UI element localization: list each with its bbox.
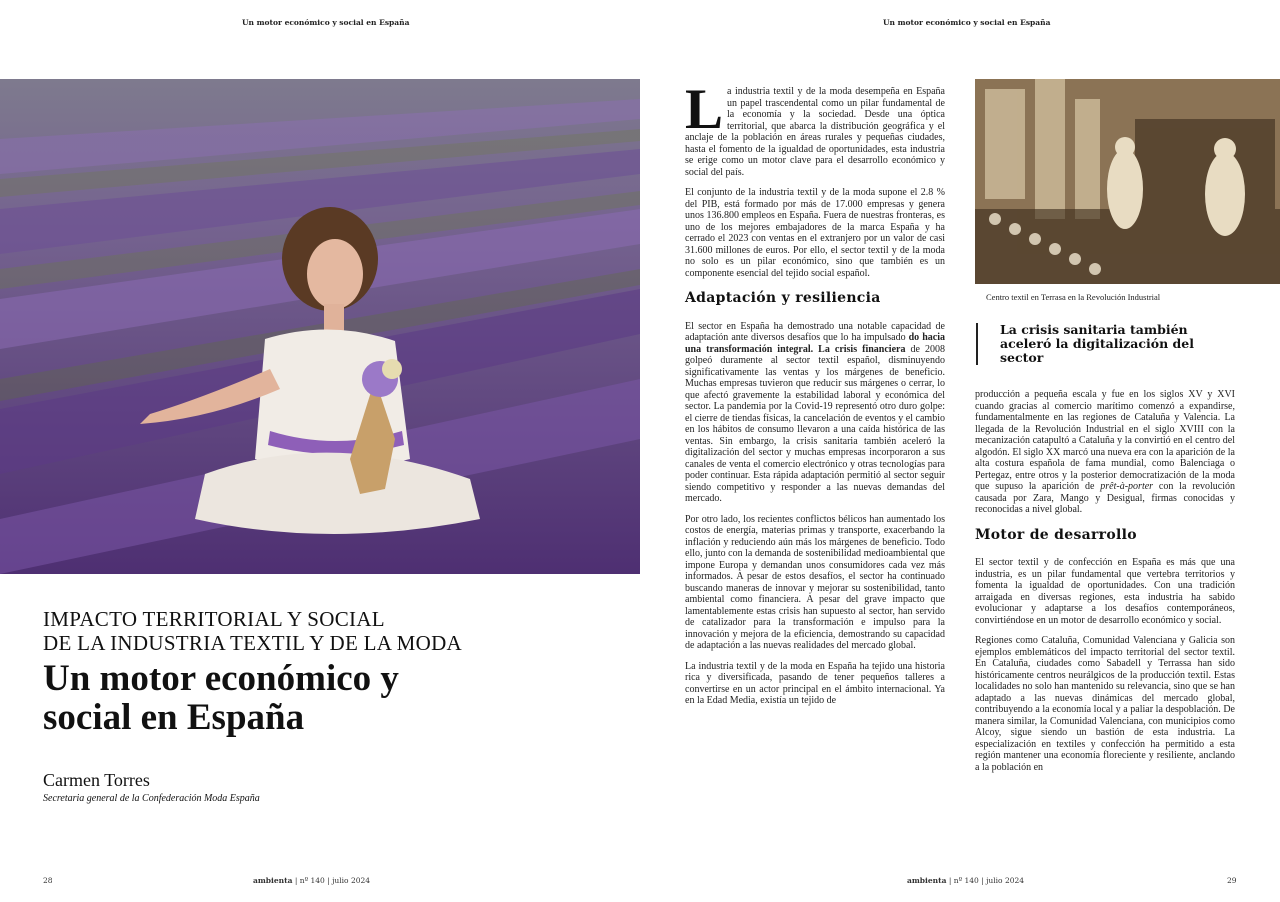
paragraph-4: Por otro lado, los recientes conflictos bélicos han aumentado los costos de energía, materias primas y transporte, exacerbando la inflación y reduciendo aún más los márgenes de beneficio. Todo ello, junto con la demanda de sostenibilidad medioambiental que impone Europa y demandan unos consumidores cada vez más informados. A pesar de estos desafíos, el sector ha continuado buscando maneras de innovar y mejorar su sostenibilidad, tanto ambiental como financiera. A pesar del grave impacto que lamentablemente estas crisis han supuesto al sector, han servido de catalizador para la transformación e impulso para la innovación y mejora de la eficiencia, demostrando su capacidad de adaptación a las nuevas realidades del mercado global.: [685, 513, 945, 651]
photo-caption: Centro textil en Terrasa en la Revolución Industrial: [986, 292, 1161, 302]
textile-factory-photo: [975, 79, 1280, 284]
running-head-right: Un motor económico y social en España: [883, 18, 1051, 27]
factory-illustration: [975, 79, 1280, 284]
article-kicker: [43, 607, 462, 655]
kicker-line-1: IMPACTO TERRITORIAL Y SOCIAL: [43, 607, 385, 631]
hero-photo-lavender-field: [0, 79, 640, 574]
folio-left-date: julio 2024: [332, 876, 371, 885]
text-column-1: [685, 78, 945, 716]
folio-right-date: julio 2024: [986, 876, 1025, 885]
paragraph-7: El sector textil y de confección en España es más que una industria, es un pilar fundamental que vertebra territorios y fomenta la igualdad de oportunidades. Con una tradición arraigada en diversas regiones, esta industria ha sabido evolucionar y adaptarse a los desafíos contemporáneos, convirtiéndose en un motor de desarrollo económico y social.: [975, 557, 1235, 626]
paragraph-3: El sector en España ha demostrado una notable capacidad de adaptación ante diversos desafíos que lo ha impulsado do hacia una transformación integral. La crisis financiera de 2008 golpeó duramente al sector textil español, disminuyendo significativamente las ventas y los márgenes de beneficio. Muchas empresas tuvieron que reducir sus márgenes o cerrar, lo que afectó gravemente la estabilidad laboral y económica del sector. La pandemia por la Covid-19 representó otro duro golpe: el cierre de tiendas físicas, la cancelación de eventos y el cambio en los hábitos de consumo llevaron a una caída histórica de las ventas. Sin embargo, la crisis sanitaria también aceleró la digitalización del sector y muchas empresas incorporaron a sus canales de venta el comercio electrónico y otras tecnologías para poder continuar. Esta rápida adaptación permitió al sector seguir siendo competitivo y responder a las nuevas demandas del mercado.: [685, 320, 945, 504]
folio-left-number: 28: [43, 876, 53, 885]
paragraph-2: El conjunto de la industria textil y de la moda supone el 2.8 % del PIB, está formado por más de 17.000 empresas y genera unos 136.800 empleos en España. Fuera de nuestras fronteras, es uno de los mejores embajadores de la marca España y ha cerrado el 2023 con ventas en el extranjero por un valor de casi 31.600 millones de euros. Por ello, el sector textil y de la moda no solo es un pilar económico, sino que también es un componente esencial del tejido social español.: [685, 187, 945, 279]
right-page: [640, 0, 1280, 902]
folio-right-footer: ambienta | nº 140 | julio 2024: [907, 876, 1025, 885]
folio-left-issue: nº 140: [299, 876, 325, 885]
folio-right-number: 29: [1227, 876, 1237, 885]
paragraph-6: producción a pequeña escala y fue en los siglos XV y XVI cuando gracias al comercio marítimo comenzó a expandirse, fundamentalmente en las regiones de Cataluña y Valencia. La llegada de la Revolución Industrial en el siglo XVIII con la mecanización catapultó a Cataluña y la convirtió en el centro del algodón. El siglo XX marcó una nueva era con la aparición de la alta costura española de fama mundial, como Balenciaga o Pertegaz, entre otros y la posterior democratización de la moda que supuso la aparición de prêt-à-porter con la revolución causada por Zara, Mango y Desigual, firmas conocidas y reconocidas a nivel global.: [975, 389, 1235, 515]
author-name: Carmen Torres: [43, 770, 150, 790]
subhead-adaptacion: Adaptación y resiliencia: [685, 290, 881, 306]
folio-right-magazine: ambienta: [907, 876, 947, 885]
text-column-2: [975, 389, 1235, 782]
folio-left-magazine: ambienta: [253, 876, 293, 885]
folio-left-footer: ambienta | nº 140 | julio 2024: [253, 876, 371, 885]
kicker-line-2: DE LA INDUSTRIA TEXTIL Y DE LA MODA: [43, 631, 462, 655]
folio-right-issue: nº 140: [953, 876, 979, 885]
drop-cap: L: [685, 78, 724, 141]
subhead-motor: Motor de desarrollo: [975, 526, 1137, 543]
author-role: Secretaria general de la Confederación Moda España: [43, 793, 260, 804]
paragraph-8: Regiones como Cataluña, Comunidad Valenciana y Galicia son ejemplos emblemáticos del impacto territorial del sector textil. En Cataluña, ciudades como Sabadell y Terrassa han sido históricamente centros neurálgicos de la producción textil. Estas localidades no solo han mantenido su relevancia, sino que se han adaptado a las nuevas dinámicas del mercado global, contribuyendo a la economía local y a paliar la despoblación. De manera similar, la Comunidad Valenciana, con municipios como Alcoy, sigue siendo un bastión de esta industria. La especialización en textiles y confección ha permitido a esta región mantener una economía floreciente y resiliente, anclando a la población en: [975, 635, 1235, 773]
paragraph-5: La industria textil y de la moda en España ha tejido una historia rica y diversificada, pasando de tener pequeños talleres a convertirse en un actor principal en el ámbito internacional. Ya en la Edad Media, existía un tejido de: [685, 660, 945, 706]
intro-paragraph: La industria textil y de la moda desempeña en España un papel trascendental como un pilar fundamental de la economía y la sociedad. Desde una óptica territorial, que abarca la distribución geográfica y el anclaje de la población en áreas rurales y pequeñas ciudades, hasta el fomento de la igualdad de oportunidades, esta industria se erige como un motor clave para el desarrollo económico y social del país.: [685, 78, 945, 178]
running-head-left: Un motor económico y social en España: [242, 18, 410, 27]
pull-quote: La crisis sanitaria también aceleró la digitalización del sector: [976, 323, 1210, 365]
headline-line-1: Un motor económico y: [43, 658, 399, 699]
lavender-woman-illustration: [0, 79, 640, 574]
article-headline: [43, 659, 603, 737]
headline-line-2: social en España: [43, 697, 305, 738]
